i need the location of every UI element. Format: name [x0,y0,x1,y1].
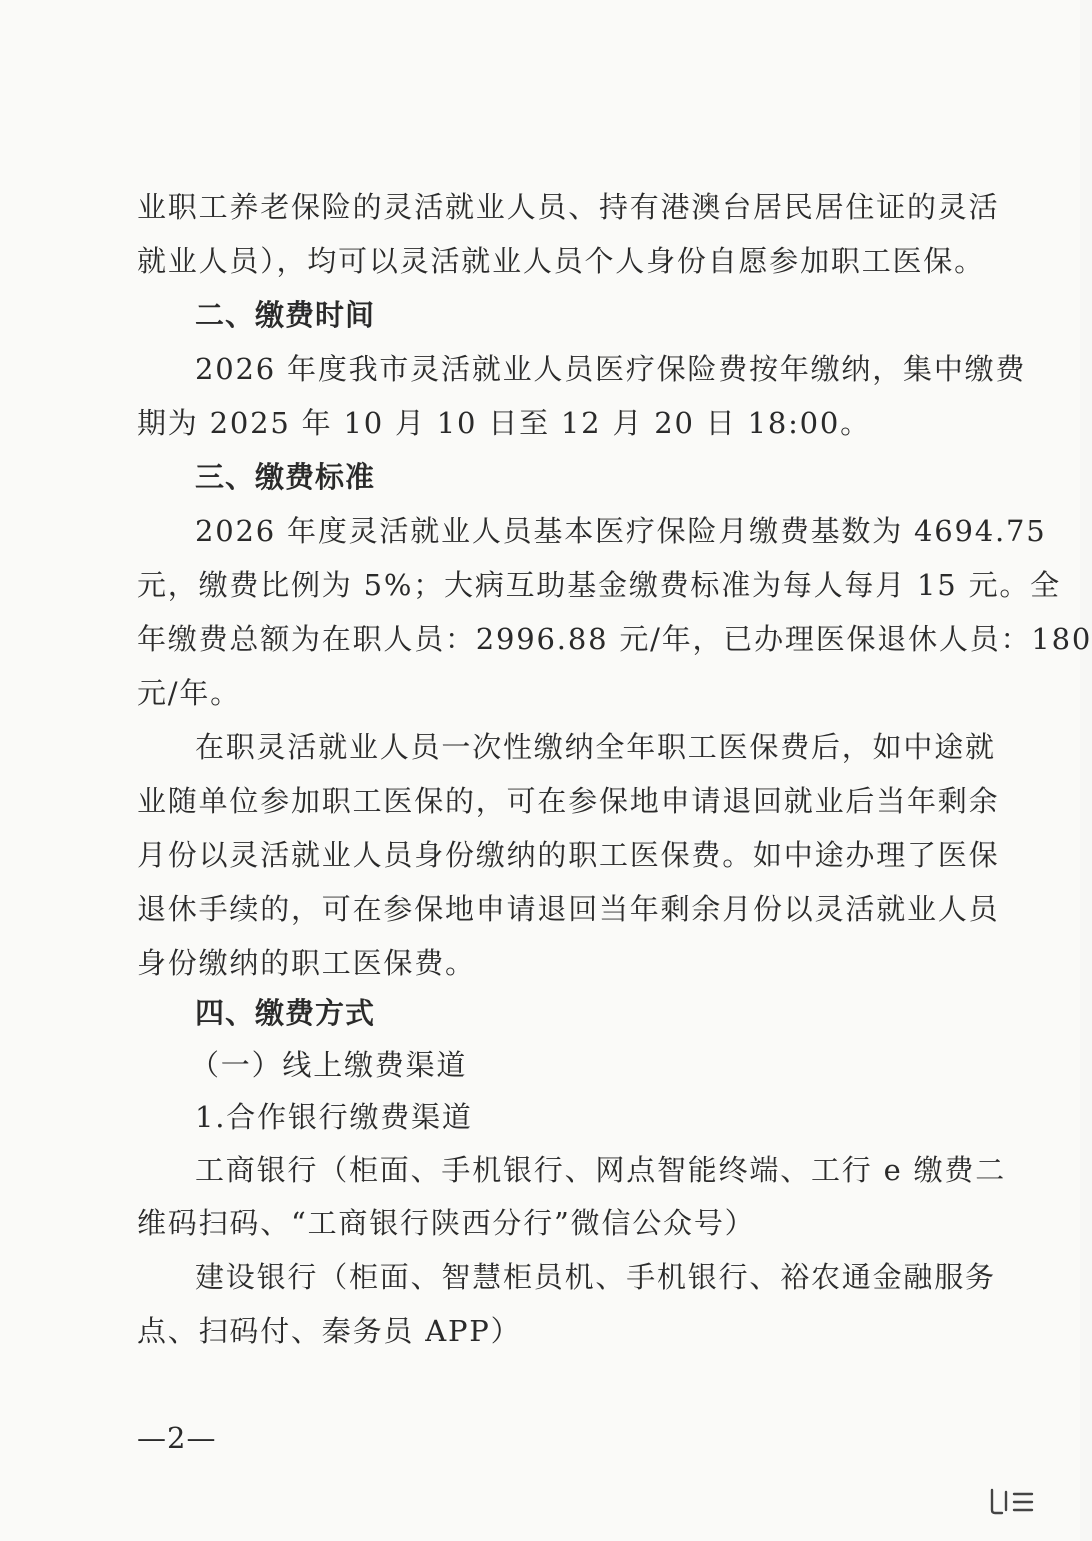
weibo-watermark-icon [986,1486,1042,1516]
page-number: —2— [137,1421,217,1455]
section-heading-payment-method: 四、缴费方式 [195,996,376,1030]
body-line-3: 2026 年度我市灵活就业人员医疗保险费按年缴纳，集中缴费 [195,352,1027,386]
body-line-10: 业随单位参加职工医保的，可在参保地申请退回就业后当年剩余 [137,784,1000,818]
body-line-4: 期为 2025 年 10 月 10 日至 12 月 20 日 18:00。 [137,406,871,440]
body-line-7: 年缴费总额为在职人员：2996.88 元/年，已办理医保退休人员：180 [137,622,1092,656]
subheading-bank-channels: 1.合作银行缴费渠道 [195,1100,473,1134]
body-line-12: 退休手续的，可在参保地申请退回当年剩余月份以灵活就业人员 [137,892,1000,926]
body-line-17: 点、扫码付、秦务员 APP） [137,1314,522,1348]
body-line-9: 在职灵活就业人员一次性缴纳全年职工医保费后，如中途就 [195,730,996,764]
body-line-1: 业职工养老保险的灵活就业人员、持有港澳台居民居住证的灵活 [137,190,1000,224]
body-line-13: 身份缴纳的职工医保费。 [137,946,476,980]
body-line-14: 工商银行（柜面、手机银行、网点智能终端、工行 e 缴费二 [195,1153,1006,1187]
body-line-5: 2026 年度灵活就业人员基本医疗保险月缴费基数为 4694.75 [195,514,1047,548]
section-heading-payment-time: 二、缴费时间 [195,298,376,332]
body-line-8: 元/年。 [137,676,241,710]
body-line-11: 月份以灵活就业人员身份缴纳的职工医保费。如中途办理了医保 [137,838,1000,872]
body-line-16: 建设银行（柜面、智慧柜员机、手机银行、裕农通金融服务 [195,1260,996,1294]
subheading-online-channels: （一）线上缴费渠道 [190,1048,468,1082]
body-line-15: 维码扫码、“工商银行陕西分行”微信公众号） [137,1206,756,1240]
body-line-2: 就业人员），均可以灵活就业人员个人身份自愿参加职工医保。 [137,244,985,278]
section-heading-payment-standard: 三、缴费标准 [195,460,376,494]
body-line-6: 元，缴费比例为 5%；大病互助基金缴费标准为每人每月 15 元。全 [137,568,1061,602]
